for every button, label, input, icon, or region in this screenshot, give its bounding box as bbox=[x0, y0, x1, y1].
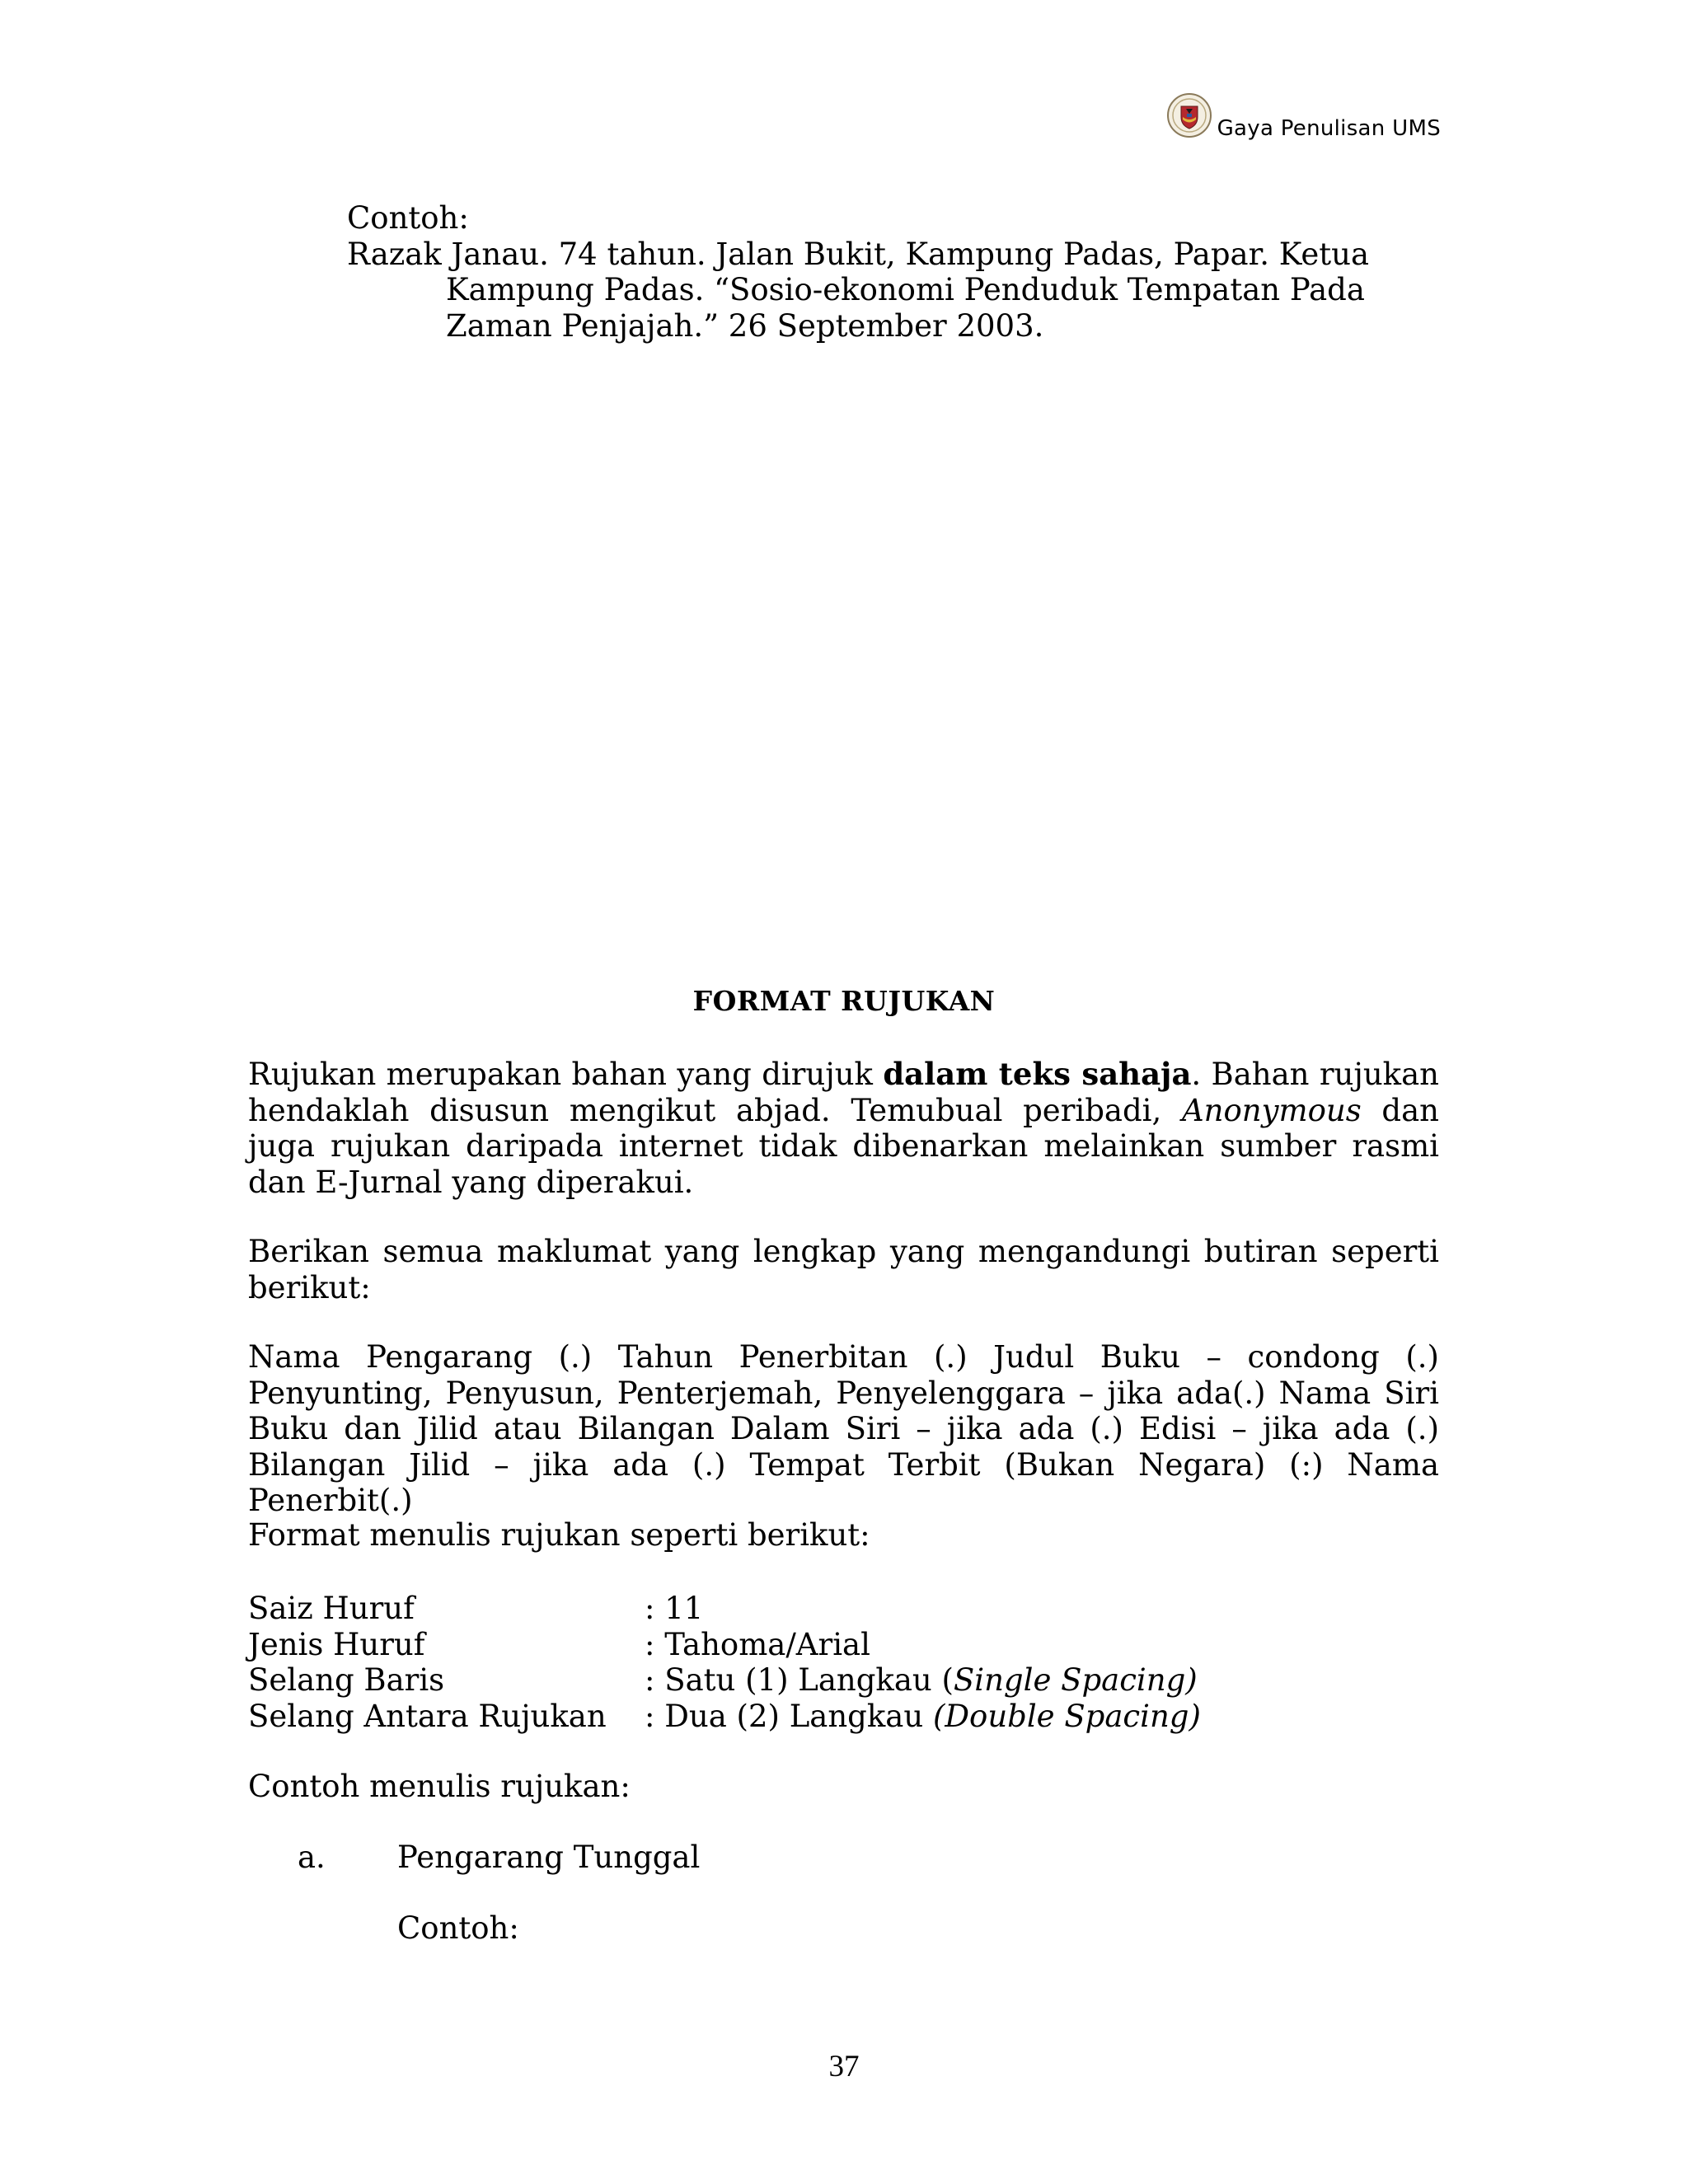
example-reference bbox=[347, 237, 1443, 344]
intro-text-end: dan juga rujukan daripada internet tidak dibenarkan melainkan sumber rasmi dan E-Jurnal yang diperakui. bbox=[248, 1092, 1439, 1200]
page-number: 37 bbox=[828, 2050, 860, 2083]
example-intro-paragraph: Contoh menulis rujukan: bbox=[248, 1769, 631, 1804]
emphasis-italic: Anonymous bbox=[1181, 1092, 1362, 1128]
example-label: Contoh: bbox=[347, 200, 469, 236]
spec-row bbox=[248, 1627, 1201, 1663]
intro-text-mid: . Bahan rujukan hendaklah disusun mengikut abjad. Temubual peribadi, bbox=[248, 1057, 1439, 1128]
spec-value: : 11 bbox=[645, 1591, 704, 1626]
spec-row bbox=[248, 1662, 1201, 1699]
reference-line: Razak Janau. 74 tahun. Jalan Bukit, Kampung Padas, Papar. Ketua bbox=[347, 236, 1370, 272]
spec-value: : Tahoma/Arial bbox=[645, 1626, 870, 1662]
intro-text-start: Rujukan merupakan bahan yang dirujuk bbox=[248, 1057, 884, 1092]
reference-line: Zaman Penjajah.” 26 September 2003. bbox=[446, 307, 1044, 344]
running-title: Gaya Penulisan UMS bbox=[1217, 116, 1441, 141]
oral-reference-example bbox=[347, 200, 1443, 344]
reference-elements-paragraph: Nama Pengarang (.) Tahun Penerbitan (.) Judul Buku – condong (.) Penyunting, Penyusun, Penterjemah, Penyelenggara – jika ada(.) Nama Siri Buku dan Jilid atau Bilangan Dalam Siri – jika ada (.) Edisi – jika ada (.) Bilangan Jilid – jika ada (.) Tempat Terbit (Bukan Negara) (:) Nama Penerbit(.) bbox=[248, 1339, 1439, 1518]
list-example-label: Contoh: bbox=[397, 1910, 519, 1946]
reference-line: Kampung Padas. “Sosio-ekonomi Penduduk Tempatan Pada bbox=[446, 272, 1365, 307]
intro-paragraph bbox=[248, 1057, 1439, 1200]
format-spec-table bbox=[248, 1591, 1201, 1734]
details-paragraph: Berikan semua maklumat yang lengkap yang mengandungi butiran seperti berikut: bbox=[248, 1234, 1439, 1305]
spec-label: Saiz Huruf bbox=[248, 1591, 415, 1626]
spec-label: Selang Antara Rujukan bbox=[248, 1698, 607, 1734]
spec-row bbox=[248, 1699, 1201, 1735]
spec-label: Selang Baris bbox=[248, 1662, 445, 1698]
running-header bbox=[1166, 97, 1441, 143]
list-marker: a. bbox=[298, 1840, 326, 1875]
section-heading: FORMAT RUJUKAN bbox=[692, 985, 996, 1017]
list-item-title: Pengarang Tunggal bbox=[397, 1840, 701, 1875]
university-crest-icon bbox=[1166, 92, 1212, 138]
spec-row bbox=[248, 1591, 1201, 1627]
spec-label: Jenis Huruf bbox=[248, 1626, 425, 1662]
emphasis-bold: dalam teks sahaja bbox=[883, 1056, 1192, 1092]
spec-value: : Dua (2) Langkau (Double Spacing) bbox=[645, 1698, 1201, 1734]
format-intro-paragraph: Format menulis rujukan seperti berikut: bbox=[248, 1517, 870, 1553]
spec-value: : Satu (1) Langkau (Single Spacing) bbox=[645, 1662, 1198, 1698]
